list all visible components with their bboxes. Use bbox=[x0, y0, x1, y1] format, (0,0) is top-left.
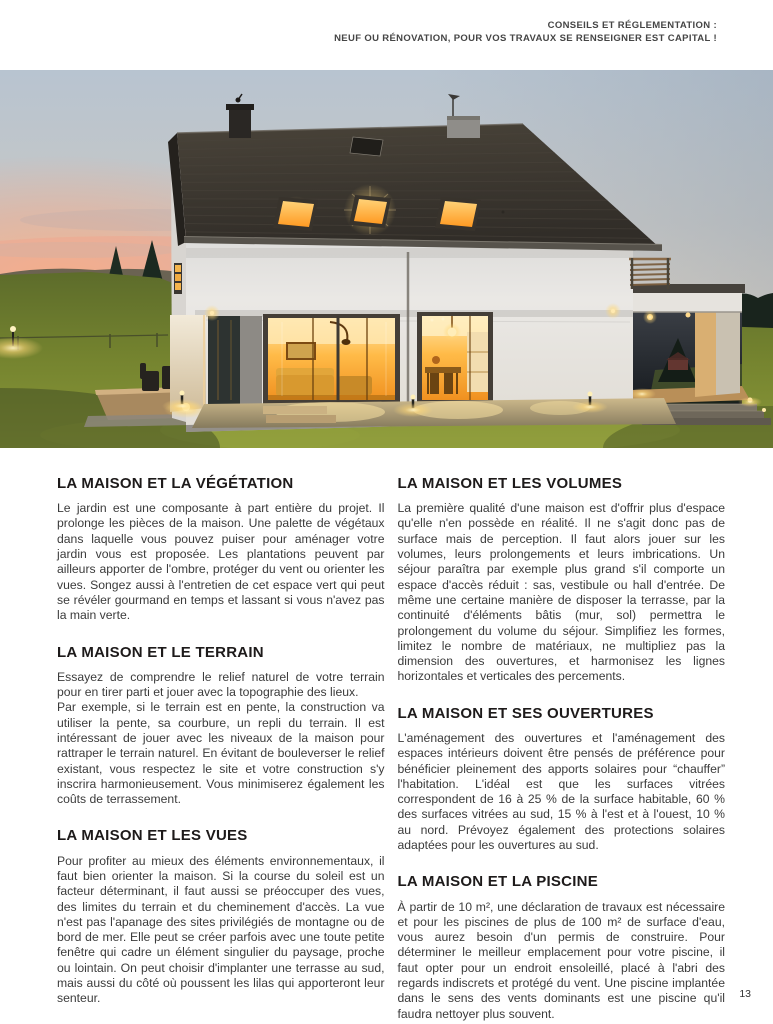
house-dusk-illustration bbox=[0, 70, 773, 448]
section-heading: LA MAISON ET LES VUES bbox=[57, 827, 248, 845]
section-volumes bbox=[398, 476, 726, 685]
living-room-window bbox=[263, 314, 400, 404]
page-number: 13 bbox=[739, 988, 751, 1000]
section-heading: LA MAISON ET LE TERRAIN bbox=[57, 643, 264, 661]
section-vues bbox=[57, 828, 385, 1006]
section-paragraph: L'aménagement des ouvertures et l'aménagement des espaces intérieurs doivent être pensés de préférence pour bénéficier pleinement des apports solaires pour “chauffer” l'habitation. L'idéal est que les surfaces vitrées correspondent de 16 à 25 % de la surface habitable, 60 % des surfaces vitrées au sud, 15 % à l'est et à l'ouest, 10 % au nord. Prévoyez également des protections solaires adaptées pour les ouvertures au sud. bbox=[397, 730, 725, 853]
masthead-line-2: NEUF OU RÉNOVATION, POUR VOS TRAVAUX SE RENSEIGNER EST CAPITAL ! bbox=[334, 33, 717, 44]
section-heading: LA MAISON ET LA VÉGÉTATION bbox=[57, 475, 294, 492]
section-paragraph: Essayez de comprendre le relief naturel de votre terrain pour en tirer parti et jouer avec la topographie des lieux. bbox=[57, 669, 385, 700]
column-left bbox=[57, 470, 385, 1022]
ridge-roof-window bbox=[350, 137, 383, 156]
section-paragraph: À partir de 10 m², une déclaration de travaux est nécessaire et pour les piscines de plus de 100 m² de surface d'eau, vous aurez besoin d'un permis de construire. Pour déterminer le meilleur emplacement pour votre piscine, il faut opter pour un endroit ensoleillé, placé à l'abri des regards indiscrets et protégé du vent. Une piscine implantée dans le sens des vents dominants est une piscine qu'il faudra nettoyer plus souvent. bbox=[397, 899, 725, 1021]
hero-photo bbox=[0, 70, 773, 448]
section-paragraph: La première qualité d'une maison est d'offrir plus d'espace qu'elle n'en possède en réalité. Il ne s'agit donc pas de surface mais de perception. Il faut alors jouer sur les volumes, leurs prolongements et leurs imbrications. Un séjour paraîtra par exemple plus grand s'il comporte un espace d'accès réduit : sas, vestibule ou hall d'entrée. De même une certaine manière de disposer la terrasse, par la continuité d'éléments bâtis (mur, sol) permettra le prolongement du volume du séjour. Simplifiez les formes, limitez le nombre de matériaux, ne multipliez pas la dimension des ouvertures, et harmonisez les lignes horizontales et verticales des percements. bbox=[397, 501, 725, 684]
masthead-line-1: CONSEILS ET RÉGLEMENTATION : bbox=[547, 20, 717, 31]
section-paragraph: Par exemple, si le terrain est en pente, la construction va utiliser la pente, sa courbure, un repli du terrain. Il est intéressant de jouer avec les niveaux de la maison pour rattraper le terrain naturel. En évitant de bouleverser le relief existant, vous respectez le site et votre construction s'y inscrira harmonieusement. Vous minimiserez également les coûts de terrassement. bbox=[57, 700, 385, 807]
section-terrain bbox=[57, 645, 385, 808]
section-vegetation bbox=[57, 476, 385, 624]
kitchen-window bbox=[417, 312, 493, 404]
section-heading: LA MAISON ET LA PISCINE bbox=[397, 873, 598, 891]
article-columns bbox=[57, 470, 725, 1022]
section-paragraph: Le jardin est une composante à part entière du projet. Il prolonge les pièces de la maison. Une palette de végétaux dans laquelle vous pouvez puiser pour aménager votre jardin vous est proposée. Les plantations peuvent par ailleurs apporter de l'ombre, protéger du vent ou orienter les vues. Songez aussi à l'entretien de cet espace vert qui peut se révéler gourmand en temps et lassant si vous n'avez pas la main verte. bbox=[57, 501, 385, 623]
section-paragraph: Pour profiter au mieux des éléments environnementaux, il faut bien orienter la maison. Si la course du soleil est un facteur déterminant, il faut aussi se préoccuper des vues, des limites du terrain et du cheminement d'accès. La vue n'est pas l'apanage des sites privilégiés de montagne ou de bord de mer. Elle peut se créer parfois avec une toute petite fenêtre qui cadre un élément singulier du paysage, proche ou lointain. On peut choisir d'implanter une terrasse au sud, mais aussi du côté où poussent les lilas qui apporteront leur senteur. bbox=[57, 853, 385, 1006]
section-heading: LA MAISON ET SES OUVERTURES bbox=[397, 704, 654, 722]
column-right bbox=[398, 470, 726, 1022]
section-ouvertures bbox=[398, 706, 726, 854]
section-piscine bbox=[398, 874, 726, 1022]
section-heading: LA MAISON ET LES VOLUMES bbox=[397, 475, 623, 492]
masthead bbox=[77, 19, 717, 45]
